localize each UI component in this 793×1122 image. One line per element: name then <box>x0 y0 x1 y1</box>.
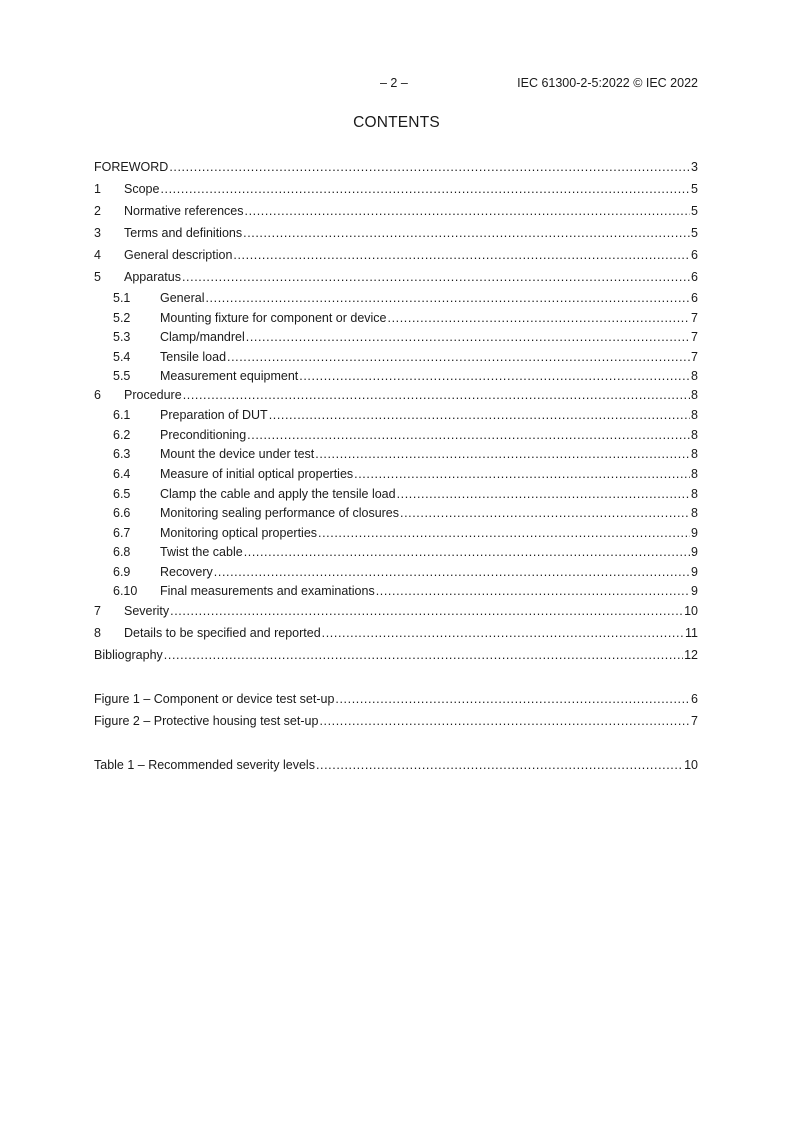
toc-entry-page: 7 <box>691 330 698 344</box>
toc-entry-label: Preconditioning <box>160 428 247 442</box>
toc-entry-5-2[interactable] <box>113 310 698 326</box>
page-header <box>94 76 698 92</box>
toc-entry-page: 8 <box>691 447 698 461</box>
toc-entry-label: Monitoring optical properties <box>160 526 318 540</box>
toc-entry-foreword[interactable] <box>94 159 698 175</box>
toc-entry-bibliography[interactable] <box>94 647 698 663</box>
toc-entry-number: 5.5 <box>113 369 131 383</box>
toc-entry-number: 7 <box>94 604 101 618</box>
toc-entry-number: 6.4 <box>113 467 131 481</box>
toc-entry-label: Details to be specified and reported <box>124 626 321 640</box>
toc-entry-number: 4 <box>94 248 101 262</box>
toc-entry-label: Clamp the cable and apply the tensile load <box>160 487 396 501</box>
toc-entry-label: Apparatus <box>124 270 181 284</box>
toc-entry-number: 5.4 <box>113 350 131 364</box>
toc-entry-label: Clamp/mandrel <box>160 330 245 344</box>
toc-entry-number: 6.2 <box>113 428 131 442</box>
dot-leader <box>227 349 690 365</box>
dot-leader <box>269 407 690 423</box>
dot-leader <box>246 329 690 345</box>
figure-entry-2[interactable] <box>94 713 698 729</box>
dot-leader <box>299 368 690 384</box>
dot-leader <box>169 159 690 175</box>
toc-entry-page: 9 <box>691 545 698 559</box>
toc-entry-page: 7 <box>691 350 698 364</box>
dot-leader <box>244 544 690 560</box>
page-title: CONTENTS <box>353 114 440 131</box>
figure-entry-page: 6 <box>691 692 698 706</box>
dot-leader <box>243 225 690 241</box>
toc-entry-page: 8 <box>691 467 698 481</box>
toc-entry-page: 8 <box>691 487 698 501</box>
toc-entry-details[interactable] <box>94 625 698 641</box>
table-entry-1[interactable] <box>94 757 698 773</box>
toc-entry-5-3[interactable] <box>113 329 698 345</box>
toc-entry-5-5[interactable] <box>113 368 698 384</box>
dot-leader <box>183 387 690 403</box>
toc-entry-page: 8 <box>691 506 698 520</box>
dot-leader <box>205 290 690 306</box>
toc-entry-5-4[interactable] <box>113 349 698 365</box>
toc-entry-label: FOREWORD <box>94 160 169 174</box>
toc-entry-procedure[interactable] <box>94 387 698 403</box>
toc-entry-label: Twist the cable <box>160 545 243 559</box>
toc-entry-number: 2 <box>94 204 101 218</box>
toc-entry-page: 6 <box>691 291 698 305</box>
dot-leader <box>316 757 683 773</box>
toc-entry-6-3[interactable] <box>113 446 698 462</box>
toc-entry-page: 11 <box>685 626 698 640</box>
toc-entry-page: 7 <box>691 311 698 325</box>
toc-entry-general-description[interactable] <box>94 247 698 263</box>
toc-entry-label: Scope <box>124 182 160 196</box>
toc-entry-label: General <box>160 291 205 305</box>
dot-leader <box>397 486 690 502</box>
toc-entry-number: 5.1 <box>113 291 131 305</box>
toc-entry-label: Measure of initial optical properties <box>160 467 354 481</box>
toc-entry-page: 9 <box>691 565 698 579</box>
toc-entry-number: 6.1 <box>113 408 131 422</box>
toc-entry-label: Severity <box>124 604 170 618</box>
figure-entry-1[interactable] <box>94 691 698 707</box>
toc-entry-page: 10 <box>684 604 698 618</box>
toc-entry-apparatus[interactable] <box>94 269 698 285</box>
dot-leader <box>400 505 690 521</box>
toc-entry-6-1[interactable] <box>113 407 698 423</box>
toc-entry-page: 5 <box>691 226 698 240</box>
toc-entry-number: 6.7 <box>113 526 131 540</box>
figure-entry-page: 7 <box>691 714 698 728</box>
table-entry-label: Table 1 – Recommended severity levels <box>94 758 315 772</box>
dot-leader <box>164 647 683 663</box>
dot-leader <box>318 525 690 541</box>
toc-entry-label: Final measurements and examinations <box>160 584 375 598</box>
toc-entry-number: 6.5 <box>113 487 131 501</box>
toc-entry-5-1[interactable] <box>113 290 698 306</box>
toc-entry-number: 6 <box>94 388 101 402</box>
dot-leader <box>315 446 690 462</box>
dot-leader <box>233 247 690 263</box>
toc-entry-normative-references[interactable] <box>94 203 698 219</box>
toc-entry-6-2[interactable] <box>113 427 698 443</box>
document-id: IEC 61300-2-5:2022 © IEC 2022 <box>517 76 698 90</box>
dot-leader <box>335 691 690 707</box>
toc-entry-number: 6.10 <box>113 584 138 598</box>
toc-entry-label: Preparation of DUT <box>160 408 268 422</box>
toc-entry-number: 6.3 <box>113 447 131 461</box>
dot-leader <box>319 713 690 729</box>
toc-entry-page: 5 <box>691 182 698 196</box>
toc-entry-label: Measurement equipment <box>160 369 299 383</box>
toc-entry-6-6[interactable] <box>113 505 698 521</box>
toc-entry-page: 12 <box>684 648 698 662</box>
figure-entry-label: Figure 2 – Protective housing test set-up <box>94 714 319 728</box>
toc-entry-6-10[interactable] <box>113 583 698 599</box>
toc-entry-page: 5 <box>691 204 698 218</box>
toc-entry-scope[interactable] <box>94 181 698 197</box>
toc-entry-6-7[interactable] <box>113 525 698 541</box>
toc-entry-number: 6.6 <box>113 506 131 520</box>
dot-leader <box>322 625 684 641</box>
table-entry-page: 10 <box>684 758 698 772</box>
toc-entry-number: 5.2 <box>113 311 131 325</box>
toc-entry-terms-and-definitions[interactable] <box>94 225 698 241</box>
toc-entry-label: Monitoring sealing performance of closures <box>160 506 400 520</box>
dot-leader <box>388 310 691 326</box>
toc-entry-page: 3 <box>691 160 698 174</box>
toc-entry-label: Normative references <box>124 204 244 218</box>
toc-entry-page: 6 <box>691 248 698 262</box>
toc-entry-6-5[interactable] <box>113 486 698 502</box>
toc-entry-page: 9 <box>691 526 698 540</box>
dot-leader <box>170 603 683 619</box>
toc-entry-label: Bibliography <box>94 648 163 662</box>
toc-entry-6-9[interactable] <box>113 564 698 580</box>
toc-entry-6-4[interactable] <box>113 466 698 482</box>
toc-entry-label: Terms and definitions <box>124 226 243 240</box>
toc-entry-number: 6.9 <box>113 565 131 579</box>
dot-leader <box>354 466 690 482</box>
toc-entry-number: 1 <box>94 182 101 196</box>
toc-entry-label: Recovery <box>160 565 213 579</box>
toc-entry-severity[interactable] <box>94 603 698 619</box>
toc-entry-page: 6 <box>691 270 698 284</box>
dot-leader <box>376 583 690 599</box>
dot-leader <box>182 269 690 285</box>
dot-leader <box>245 203 691 219</box>
page-number: – 2 – <box>380 76 408 90</box>
dot-leader <box>214 564 690 580</box>
toc-entry-label: Mounting fixture for component or device <box>160 311 387 325</box>
toc-entry-page: 8 <box>691 388 698 402</box>
dot-leader <box>247 427 690 443</box>
toc-entry-number: 5 <box>94 270 101 284</box>
toc-entry-6-8[interactable] <box>113 544 698 560</box>
toc-entry-number: 8 <box>94 626 101 640</box>
toc-entry-label: Tensile load <box>160 350 227 364</box>
toc-entry-page: 9 <box>691 584 698 598</box>
toc-entry-label: General description <box>124 248 233 262</box>
toc-entry-page: 8 <box>691 408 698 422</box>
dot-leader <box>160 181 690 197</box>
toc-entry-page: 8 <box>691 428 698 442</box>
toc-entry-number: 5.3 <box>113 330 131 344</box>
toc-entry-page: 8 <box>691 369 698 383</box>
toc-entry-number: 6.8 <box>113 545 131 559</box>
toc-entry-number: 3 <box>94 226 101 240</box>
figure-entry-label: Figure 1 – Component or device test set-up <box>94 692 335 706</box>
toc-entry-label: Procedure <box>124 388 182 402</box>
toc-entry-label: Mount the device under test <box>160 447 315 461</box>
